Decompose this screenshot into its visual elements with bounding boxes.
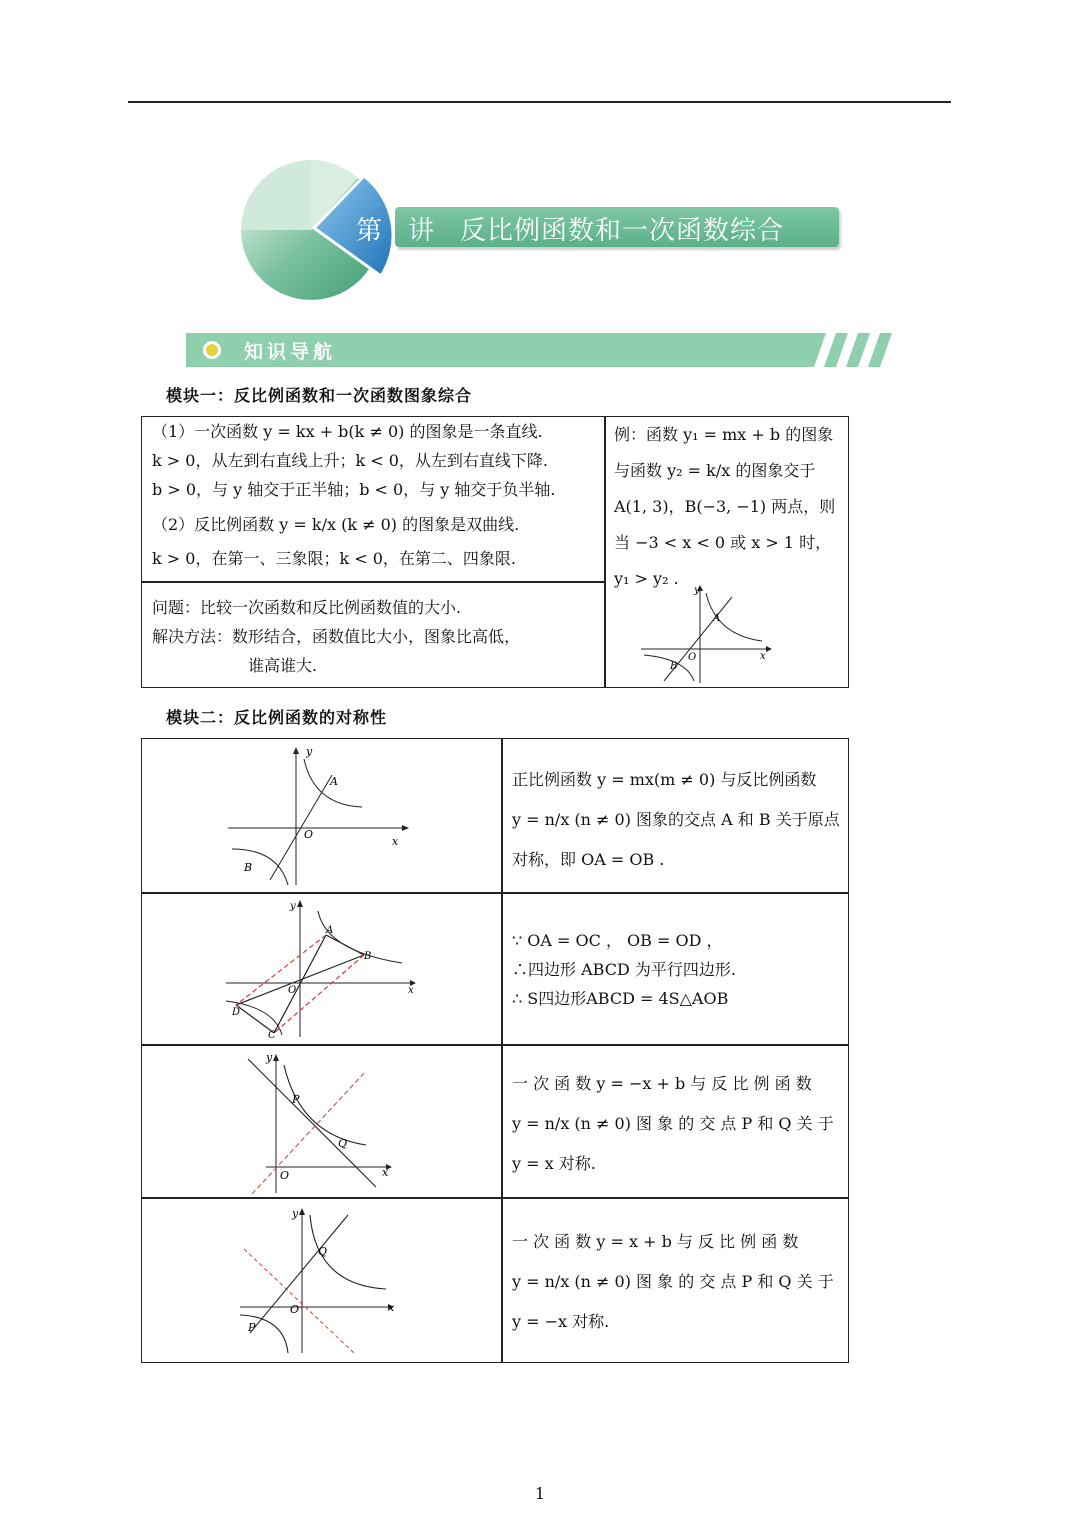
module1-example bbox=[614, 417, 835, 597]
x-label: x bbox=[392, 835, 399, 848]
module2-row-divider bbox=[141, 1197, 849, 1199]
example-line: A(1, 3)，B(−3, −1) 两点，则 bbox=[614, 497, 836, 516]
origin-label: O bbox=[288, 985, 297, 996]
symmetry-axis bbox=[244, 1249, 354, 1353]
row4-text bbox=[512, 1222, 834, 1342]
x-label: x bbox=[408, 985, 414, 996]
row3-line: y = x 对称. bbox=[512, 1154, 596, 1173]
point-a-label: A bbox=[713, 613, 721, 624]
side-ad bbox=[236, 935, 326, 1005]
point-p-label: P bbox=[248, 1321, 256, 1334]
row1-text bbox=[512, 760, 840, 880]
y-label: y bbox=[266, 1051, 273, 1064]
origin-label: O bbox=[304, 828, 314, 841]
hyperbola-branch-2 bbox=[232, 849, 288, 885]
x-label: x bbox=[760, 651, 766, 662]
x-label: x bbox=[382, 1166, 389, 1179]
point-p-label: P bbox=[292, 1093, 300, 1106]
hyperbola-branch-2 bbox=[644, 655, 694, 681]
y-axis-arrow bbox=[299, 1208, 305, 1215]
graph-origin-symmetry bbox=[222, 745, 422, 887]
lecture-suffix: 讲 bbox=[408, 216, 435, 246]
y-label: y bbox=[306, 745, 313, 758]
x-axis-arrow bbox=[402, 825, 409, 831]
property-line: k > 0，在第一、三象限；k < 0，在第二、四象限. bbox=[152, 549, 516, 568]
module2-heading: 模块二：反比例函数的对称性 bbox=[166, 708, 388, 727]
problem-line: 谁高谁大. bbox=[248, 656, 318, 675]
example-line: 与函数 y₂ = k/x 的图象交于 bbox=[614, 461, 816, 480]
row2-line: ∴ S四边形ABCD = 4S△AOB bbox=[512, 989, 729, 1008]
row1-line: 对称，即 OA = OB . bbox=[512, 850, 665, 869]
point-q-label: Q bbox=[338, 1137, 348, 1150]
row2-line: ∴四边形 ABCD 为平行四边形. bbox=[512, 960, 736, 979]
point-c-label: C bbox=[268, 1030, 276, 1039]
property-line: （1）一次函数 y = kx + b(k ≠ 0) 的图象是一条直线. bbox=[152, 422, 543, 441]
row2-line: ∵ OA = OC ， OB = OD ， bbox=[512, 931, 723, 950]
origin-label: O bbox=[290, 1303, 300, 1316]
side-cd bbox=[236, 1005, 274, 1033]
point-b-label: B bbox=[670, 661, 678, 672]
property-line: b > 0，与 y 轴交于正半轴；b < 0，与 y 轴交于负半轴. bbox=[152, 480, 556, 499]
point-b-label: B bbox=[244, 861, 253, 874]
origin-label: O bbox=[280, 1169, 290, 1182]
y-axis-arrow bbox=[297, 900, 303, 907]
example-line: 例：函数 y₁ = mx + b 的图象 bbox=[614, 425, 834, 444]
graph-symmetry-y-eq-x bbox=[236, 1049, 406, 1194]
row3-text bbox=[512, 1064, 834, 1184]
problem-line: 问题：比较一次函数和反比例函数值的大小. bbox=[152, 598, 462, 617]
section-label: 知识导航 bbox=[244, 341, 337, 363]
lecture-prefix: 第 bbox=[356, 216, 383, 246]
symmetry-axis bbox=[252, 1071, 366, 1194]
property-line: （2）反比例函数 y = k/x (k ≠ 0) 的图象是双曲线. bbox=[152, 515, 520, 534]
page-number: 1 bbox=[534, 1484, 546, 1503]
row2-text bbox=[512, 926, 736, 1013]
problem-line: 解决方法：数形结合，函数值比大小，图象比高低， bbox=[152, 627, 521, 646]
row1-line: y = n/x (n ≠ 0) 图象的交点 A 和 B 关于原点 bbox=[512, 810, 840, 829]
module1-heading: 模块一：反比例函数和一次函数图象综合 bbox=[166, 386, 473, 405]
x-axis-arrow bbox=[766, 646, 772, 652]
row4-line: 一 次 函 数 y = x + b 与 反 比 例 函 数 bbox=[512, 1232, 799, 1251]
y-axis-arrow bbox=[293, 747, 299, 754]
example-line: 当 −3 < x < 0 或 x > 1 时， bbox=[614, 533, 832, 552]
module2-row-divider bbox=[141, 1044, 849, 1046]
module2-row-divider bbox=[141, 892, 849, 894]
module1-problem bbox=[152, 593, 520, 680]
point-a-label: A bbox=[330, 775, 338, 788]
module2-divider bbox=[501, 738, 503, 1363]
graph-parallelogram bbox=[222, 897, 422, 1039]
point-a-label: A bbox=[326, 925, 334, 936]
page-title: 反比例函数和一次函数综合 bbox=[460, 216, 785, 246]
x-label: x bbox=[388, 1301, 395, 1314]
y-label: y bbox=[694, 585, 700, 596]
linear-line bbox=[248, 1059, 376, 1187]
module1-example-graph bbox=[636, 583, 776, 683]
point-d-label: D bbox=[232, 1007, 241, 1018]
row3-line: 一 次 函 数 y = −x + b 与 反 比 例 函 数 bbox=[512, 1074, 812, 1093]
top-rule bbox=[128, 101, 951, 103]
module1-divider bbox=[604, 416, 606, 688]
row4-line: y = n/x (n ≠ 0) 图 象 的 交 点 P 和 Q 关 于 bbox=[512, 1272, 834, 1291]
y-label: y bbox=[292, 1207, 299, 1220]
property-line: k > 0，从左到右直线上升；k < 0，从左到右直线下降. bbox=[152, 451, 548, 470]
row3-line: y = n/x (n ≠ 0) 图 象 的 交 点 P 和 Q 关 于 bbox=[512, 1114, 834, 1133]
y-axis-arrow bbox=[273, 1054, 279, 1061]
example-line: y₁ > y₂ . bbox=[614, 569, 679, 588]
y-label: y bbox=[290, 901, 296, 912]
row4-line: y = −x 对称. bbox=[512, 1312, 610, 1331]
graph-symmetry-y-eq-neg-x bbox=[236, 1203, 406, 1357]
point-b-label: B bbox=[364, 951, 372, 962]
side-ab bbox=[326, 935, 364, 955]
origin-label: O bbox=[688, 652, 697, 663]
point-q-label: Q bbox=[318, 1245, 328, 1258]
module1-row-divider bbox=[141, 581, 605, 583]
module1-properties bbox=[152, 417, 556, 573]
row1-line: 正比例函数 y = mx(m ≠ 0) 与反比例函数 bbox=[512, 770, 817, 789]
